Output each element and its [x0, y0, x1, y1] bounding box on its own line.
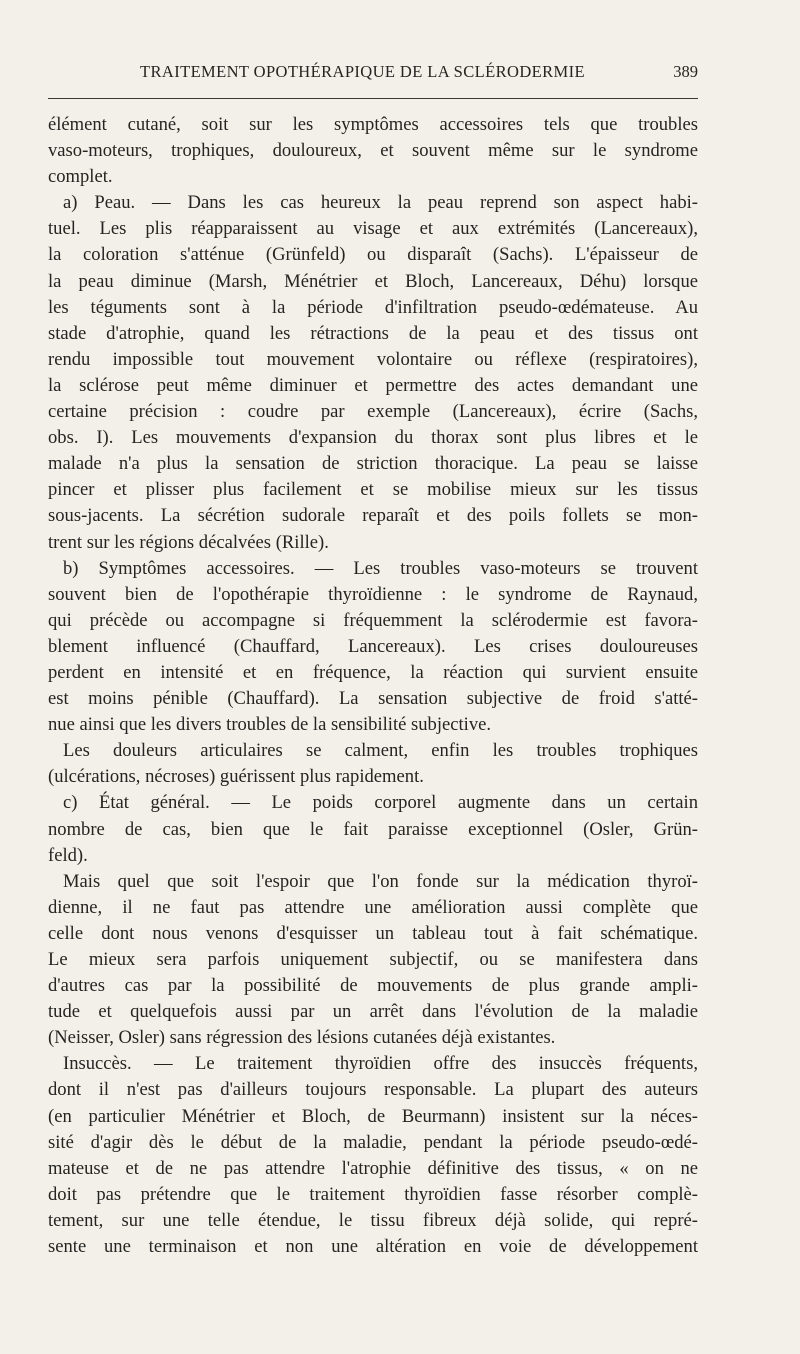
- text-line: doit pas prétendre que le traitement thyroïdien fasse résorber complè-: [48, 1183, 698, 1205]
- running-header: [48, 60, 698, 86]
- text-line: b) Symptômes accessoires. — Les troubles vaso-moteurs se trouvent: [63, 557, 698, 579]
- text-line: sité d'agir dès le début de la maladie, pendant la période pseudo-œdé-: [48, 1131, 698, 1153]
- text-line: nombre de cas, bien que le fait paraisse exceptionnel (Osler, Grün-: [48, 818, 698, 840]
- header-rule: [48, 98, 698, 99]
- text-line: tude et quelquefois aussi par un arrêt dans l'évolution de la maladie: [48, 1001, 698, 1023]
- text-line: élément cutané, soit sur les symptômes accessoires tels que troubles: [48, 114, 698, 135]
- text-line: d'autres cas par la possibilité de mouvements de plus grande ampli-: [48, 975, 698, 997]
- text-line: vaso-moteurs, trophiques, douloureux, et souvent même sur le syndrome: [48, 140, 698, 162]
- text-line: a) Peau. — Dans les cas heureux la peau reprend son aspect habi-: [63, 192, 698, 214]
- text-line: stade d'atrophie, quand les rétractions de la peau et des tissus ont: [48, 322, 698, 344]
- text-line: Mais quel que soit l'espoir que l'on fonde sur la médication thyroï-: [63, 870, 698, 892]
- text-line: malade n'a plus la sensation de striction thoracique. La peau se laisse: [48, 453, 698, 475]
- text-line: perdent en intensité et en fréquence, la réaction qui survient ensuite: [48, 661, 698, 683]
- text-line: Le mieux sera parfois uniquement subjectif, ou se manifestera dans: [48, 949, 698, 970]
- text-line: rendu impossible tout mouvement volontaire ou réflexe (respiratoires),: [48, 348, 698, 370]
- text-line: tement, sur une telle étendue, le tissu fibreux déjà solide, qui repré-: [48, 1209, 698, 1231]
- text-line: la coloration s'atténue (Grünfeld) ou disparaît (Sachs). L'épaisseur de: [48, 244, 698, 266]
- page-number: 389: [673, 62, 698, 81]
- text-line: souvent bien de l'opothérapie thyroïdienne : le syndrome de Raynaud,: [48, 583, 698, 605]
- text-line: trent sur les régions décalvées (Rille).: [48, 531, 329, 553]
- text-line: dont il n'est pas d'ailleurs toujours responsable. La plupart des auteurs: [48, 1079, 698, 1101]
- text-line: complet.: [48, 166, 113, 188]
- text-line: mateuse et de ne pas attendre l'atrophie définitive des tissus, « on ne: [48, 1157, 698, 1179]
- text-line: (ulcérations, nécroses) guérissent plus rapidement.: [48, 766, 424, 788]
- body-text: [48, 112, 698, 1260]
- text-line: nue ainsi que les divers troubles de la sensibilité subjective.: [48, 714, 492, 736]
- text-line: blement influencé (Chauffard, Lancereaux). Les crises douloureuses: [48, 635, 698, 657]
- text-line: (Neisser, Osler) sans régression des lésions cutanées déjà existantes.: [48, 1027, 556, 1049]
- text-line: est moins pénible (Chauffard). La sensation subjective de froid s'atté-: [48, 688, 698, 710]
- text-line: sous-jacents. La sécrétion sudorale reparaît et des poils follets se mon-: [48, 505, 698, 527]
- text-line: la peau diminue (Marsh, Ménétrier et Bloch, Lancereaux, Déhu) lorsque: [48, 270, 698, 292]
- text-line: c) État général. — Le poids corporel augmente dans un certain: [63, 792, 698, 814]
- text-line: pincer et plisser plus facilement et se mobilise mieux sur les tissus: [48, 479, 698, 501]
- text-line: feld).: [48, 844, 88, 866]
- text-line: Les douleurs articulaires se calment, enfin les troubles trophiques: [63, 740, 698, 762]
- text-line: Insuccès. — Le traitement thyroïdien offre des insuccès fréquents,: [63, 1053, 698, 1075]
- text-line: les téguments sont à la période d'infiltration pseudo-œdémateuse. Au: [48, 296, 698, 318]
- text-line: (en particulier Ménétrier et Bloch, de Beurmann) insistent sur la néces-: [48, 1105, 698, 1127]
- text-line: obs. I). Les mouvements d'expansion du thorax sont plus libres et le: [48, 427, 698, 449]
- text-line: dienne, il ne faut pas attendre une amélioration aussi complète que: [48, 896, 698, 918]
- running-title: TRAITEMENT OPOTHÉRAPIQUE DE LA SCLÉRODERMIE: [140, 62, 585, 81]
- text-line: la sclérose peut même diminuer et permettre des actes demandant une: [48, 374, 698, 396]
- text-line: tuel. Les plis réapparaissent au visage et aux extrémités (Lancereaux),: [48, 218, 698, 240]
- text-line: certaine précision : coudre par exemple (Lancereaux), écrire (Sachs,: [48, 401, 698, 423]
- text-line: sente une terminaison et non une altération en voie de développement: [48, 1236, 698, 1258]
- text-line: celle dont nous venons d'esquisser un tableau tout à fait schématique.: [48, 922, 698, 944]
- text-line: qui précède ou accompagne si fréquemment la sclérodermie est favora-: [48, 609, 698, 631]
